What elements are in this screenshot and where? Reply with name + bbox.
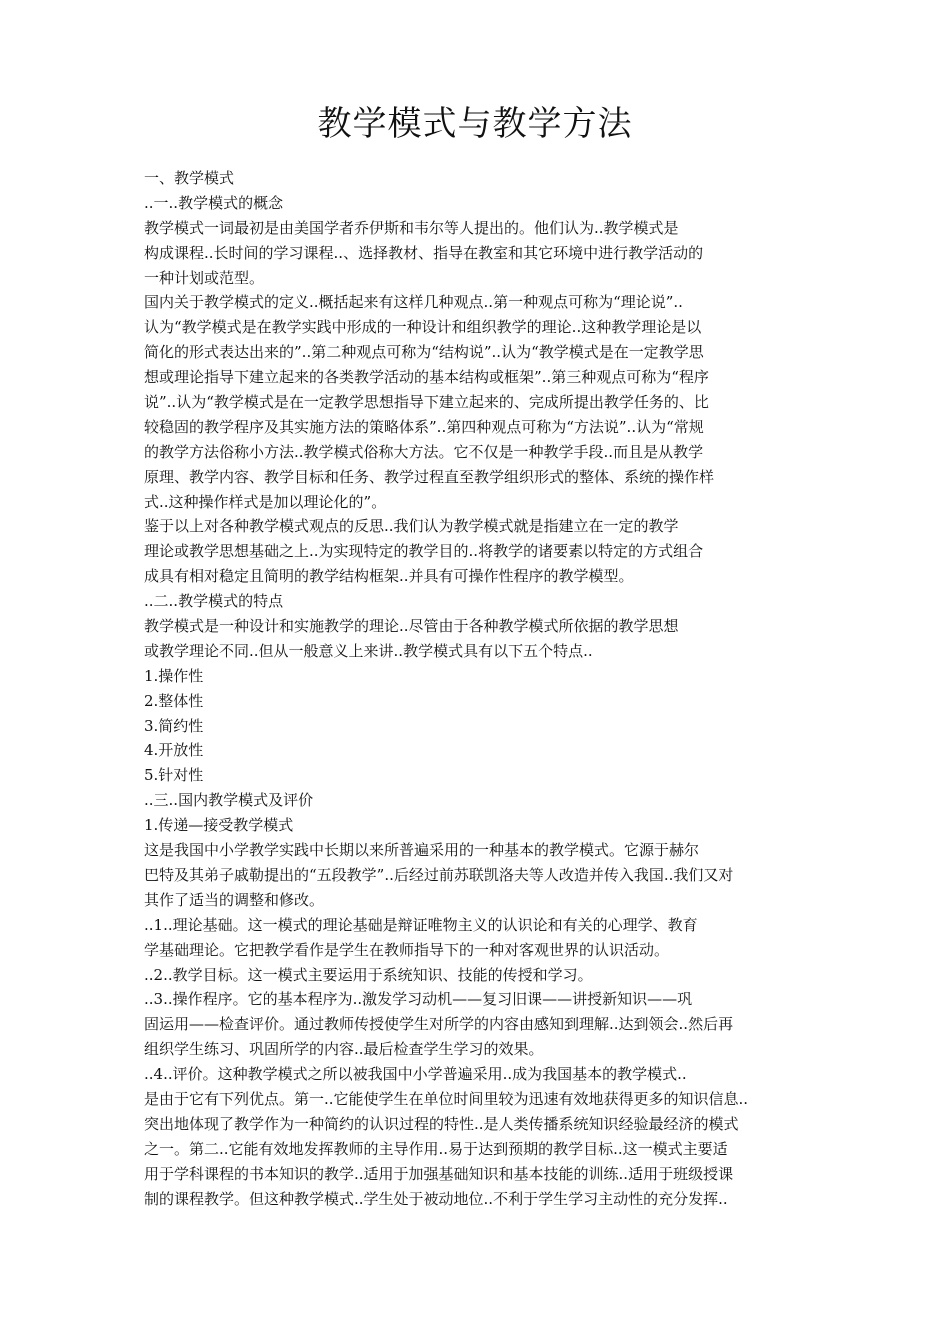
text-line: 一、教学模式: [144, 169, 235, 187]
text-line: 式..这种操作样式是加以理论化的”。: [144, 492, 387, 511]
text-line: 的教学方法俗称小方法..教学模式俗称大方法。它不仅是一种教学手段..而且是从教学: [144, 442, 704, 461]
text-line: 之一。第二..它能有效地发挥教师的主导作用..易于达到预期的教学目标..这一模式主要适: [144, 1139, 728, 1158]
text-line: 鉴于以上对各种教学模式观点的反思..我们认为教学模式就是指建立在一定的教学: [144, 517, 679, 536]
text-line: 较稳固的教学程序及其实施方法的策略体系”..第四种观点可称为“方法说”..认为“常规: [144, 417, 704, 436]
text-line: 3.简约性: [144, 716, 204, 735]
text-line: 组织学生练习、巩固所学的内容..最后检查学生学习的效果。: [144, 1040, 544, 1059]
text-line: 一种计划或范型。: [144, 268, 265, 287]
text-line: 或教学理论不同..但从一般意义上来讲..教学模式具有以下五个特点..: [144, 641, 593, 660]
text-line: ..一..教学模式的概念: [144, 193, 284, 212]
text-line: ..4..评价。这种教学模式之所以被我国中小学普遍采用..成为我国基本的教学模式..: [144, 1065, 687, 1084]
text-line: 2.整体性: [144, 691, 204, 710]
text-line: 构成课程..长时间的学习课程..、选择教材、指导在教室和其它环境中进行教学活动的: [144, 243, 704, 262]
text-line: ..二..教学模式的特点: [144, 592, 284, 611]
text-line: 固运用——检查评价。通过教师传授使学生对所学的内容由感知到理解..达到领会..然后再: [144, 1015, 734, 1034]
text-line: 1.操作性: [144, 666, 204, 685]
text-line: 这是我国中小学教学实践中长期以来所普遍采用的一种基本的教学模式。它源于赫尔: [144, 841, 700, 860]
text-line: 其作了适当的调整和修改。: [144, 890, 325, 909]
text-line: 认为“教学模式是在教学实践中形成的一种设计和组织教学的理论..这种教学理论是以: [144, 318, 702, 337]
text-line: 突出地体现了教学作为一种简约的认识过程的特性..是人类传播系统知识经验最经济的模式: [144, 1114, 739, 1133]
text-line: 原理、教学内容、教学目标和任务、教学过程直至教学组织形式的整体、系统的操作样: [144, 467, 715, 486]
text-line: 用于学科课程的书本知识的教学..适用于加强基础知识和基本技能的训练..适用于班级授课: [144, 1164, 734, 1183]
text-line: 1.传递—接受教学模式: [144, 816, 294, 835]
text-line: 说”..认为“教学模式是在一定教学思想指导下建立起来的、完成所提出教学任务的、比: [144, 393, 709, 412]
text-line: 国内关于教学模式的定义..概括起来有这样几种观点..第一种观点可称为“理论说”..: [144, 293, 683, 312]
text-line: 4.开放性: [144, 741, 204, 760]
text-line: 制的课程教学。但这种教学模式..学生处于被动地位..不利于学生学习主动性的充分发挥..: [144, 1189, 728, 1208]
text-line: 巴特及其弟子戚勒提出的“五段教学”..后经过前苏联凯洛夫等人改造并传入我国..我们又对: [144, 865, 734, 884]
document-title: 教学模式与教学方法: [317, 104, 633, 144]
text-line: ..1..理论基础。这一模式的理论基础是辩证唯物主义的认识论和有关的心理学、教育: [144, 915, 698, 934]
text-line: 理论或教学思想基础之上..为实现特定的教学目的..将教学的诸要素以特定的方式组合: [144, 542, 704, 561]
text-line: 教学模式是一种设计和实施教学的理论..尽管由于各种教学模式所依据的教学思想: [144, 617, 679, 636]
text-line: ..三..国内教学模式及评价: [144, 791, 314, 810]
text-line: 成具有相对稳定且简明的教学结构框架..并具有可操作性程序的教学模型。: [144, 567, 634, 586]
text-line: 是由于它有下列优点。第一..它能使学生在单位时间里较为迅速有效地获得更多的知识信息..: [144, 1089, 749, 1108]
text-line: 学基础理论。它把教学看作是学生在教师指导下的一种对客观世界的认识活动。: [144, 940, 670, 959]
text-line: ..2..教学目标。这一模式主要运用于系统知识、技能的传授和学习。: [144, 965, 593, 984]
text-line: 教学模式一词最初是由美国学者乔伊斯和韦尔等人提出的。他们认为..教学模式是: [144, 218, 679, 237]
text-line: 想或理论指导下建立起来的各类教学活动的基本结构或框架”..第三种观点可称为“程序: [144, 368, 709, 387]
text-line: 5.针对性: [144, 766, 204, 785]
text-line: 简化的形式表达出来的”..第二种观点可称为“结构说”..认为“教学模式是在一定教学思: [144, 343, 704, 362]
text-line: ..3..操作程序。它的基本程序为..激发学习动机——复习旧课——讲授新知识——巩: [144, 990, 693, 1009]
document-body: [144, 166, 809, 1211]
